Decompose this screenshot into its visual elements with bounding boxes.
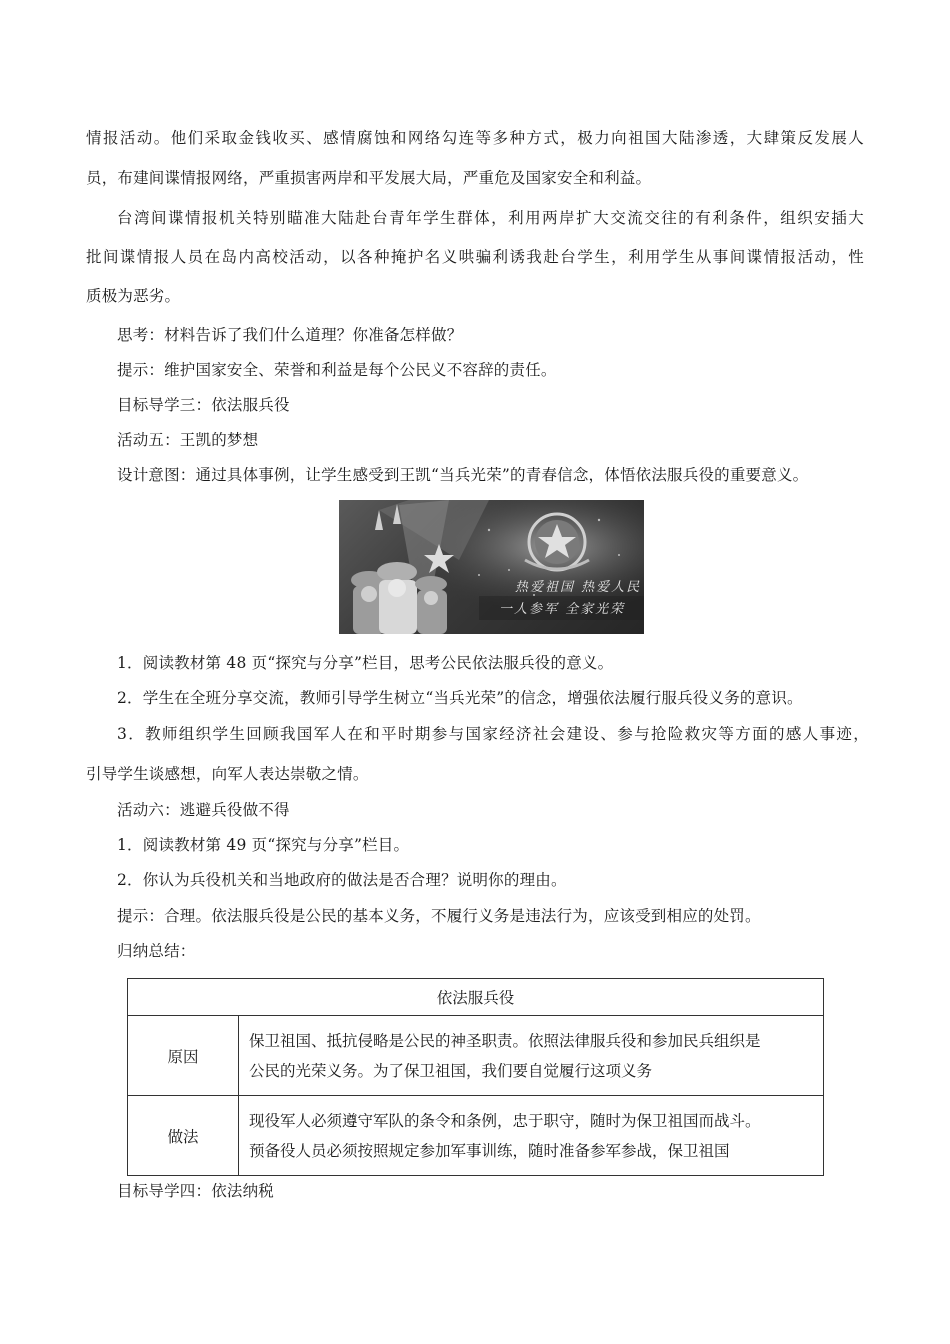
row-content <box>239 1016 824 1096</box>
summary-heading: 归纳总结： <box>117 942 196 960</box>
paragraph-line: 情报活动。他们采取金钱收买、感情腐蚀和网络勾连等多种方式，极力向祖国大陆渗透，大肆策反发展人 <box>86 129 864 147</box>
step-item: 1．阅读教材第 48 页“探究与分享”栏目，思考公民依法服兵役的意义。 <box>117 654 614 672</box>
paragraph-line: 台湾间谍情报机关特别瞄准大陆赴台青年学生群体，利用两岸扩大交流交往的有利条件，组织安插大 <box>117 209 864 227</box>
design-intent: 设计意图：通过具体事例，让学生感受到王凯“当兵光荣”的青春信念，体悟依法服兵役的重要意义。 <box>117 466 809 484</box>
step-item: 3．教师组织学生回顾我国军人在和平时期参与国家经济社会建设、参与抢险救灾等方面的感人事迹， <box>117 725 869 743</box>
step-item-continued: 引导学生谈感想，向军人表达崇敬之情。 <box>86 765 369 783</box>
row-content <box>239 1096 824 1176</box>
step-item: 2．学生在全班分享交流，教师引导学生树立“当兵光荣”的信念，增强依法履行服兵役义务的意识。 <box>117 689 803 707</box>
step-item: 2．你认为兵役机关和当地政府的做法是否合理？说明你的理由。 <box>117 871 567 889</box>
content-line: 保卫祖国、抵抗侵略是公民的神圣职责。依照法律服兵役和参加民兵组织是 <box>249 1031 761 1050</box>
paragraph-line: 员，布建间谍情报网络，严重损害两岸和平发展大局，严重危及国家安全和利益。 <box>86 169 652 187</box>
activity-heading: 活动五：王凯的梦想 <box>117 431 259 449</box>
military-poster-image <box>339 500 644 634</box>
step-item: 1．阅读教材第 49 页“探究与分享”栏目。 <box>117 836 410 854</box>
summary-table <box>127 978 824 1176</box>
section-heading: 目标导学四：依法纳税 <box>117 1182 275 1200</box>
poster-slogan-line1: 热爱祖国 热爱人民 <box>515 580 642 595</box>
section-heading: 目标导学三：依法服兵役 <box>117 396 290 414</box>
poster-slogan-line2: 一人参军 全家光荣 <box>499 602 626 617</box>
content-line: 预备役人员必须按照规定参加军事训练，随时准备参军参战，保卫祖国 <box>249 1141 730 1160</box>
table-title: 依法服兵役 <box>128 979 824 1016</box>
table-header-row <box>128 979 824 1016</box>
row-label-reason: 原因 <box>128 1016 239 1096</box>
activity-heading: 活动六：逃避兵役做不得 <box>117 801 290 819</box>
paragraph-line: 批间谍情报人员在岛内高校活动，以各种掩护名义哄骗利诱我赴台学生，利用学生从事间谍情报活动，性 <box>86 248 864 266</box>
hint-text: 提示：合理。依法服兵役是公民的基本义务，不履行义务是违法行为，应该受到相应的处罚。 <box>117 907 761 925</box>
hint-text: 提示：维护国家安全、荣誉和利益是每个公民义不容辞的责任。 <box>117 361 557 379</box>
row-label-method: 做法 <box>128 1096 239 1176</box>
think-question: 思考：材料告诉了我们什么道理？你准备怎样做？ <box>117 326 463 344</box>
content-line: 现役军人必须遵守军队的条令和条例，忠于职守，随时为保卫祖国而战斗。 <box>249 1111 761 1130</box>
paragraph-line: 质极为恶劣。 <box>86 287 181 305</box>
table-row <box>128 1016 824 1096</box>
table-row <box>128 1096 824 1176</box>
content-line: 公民的光荣义务。为了保卫祖国，我们要自觉履行这项义务 <box>249 1061 653 1080</box>
